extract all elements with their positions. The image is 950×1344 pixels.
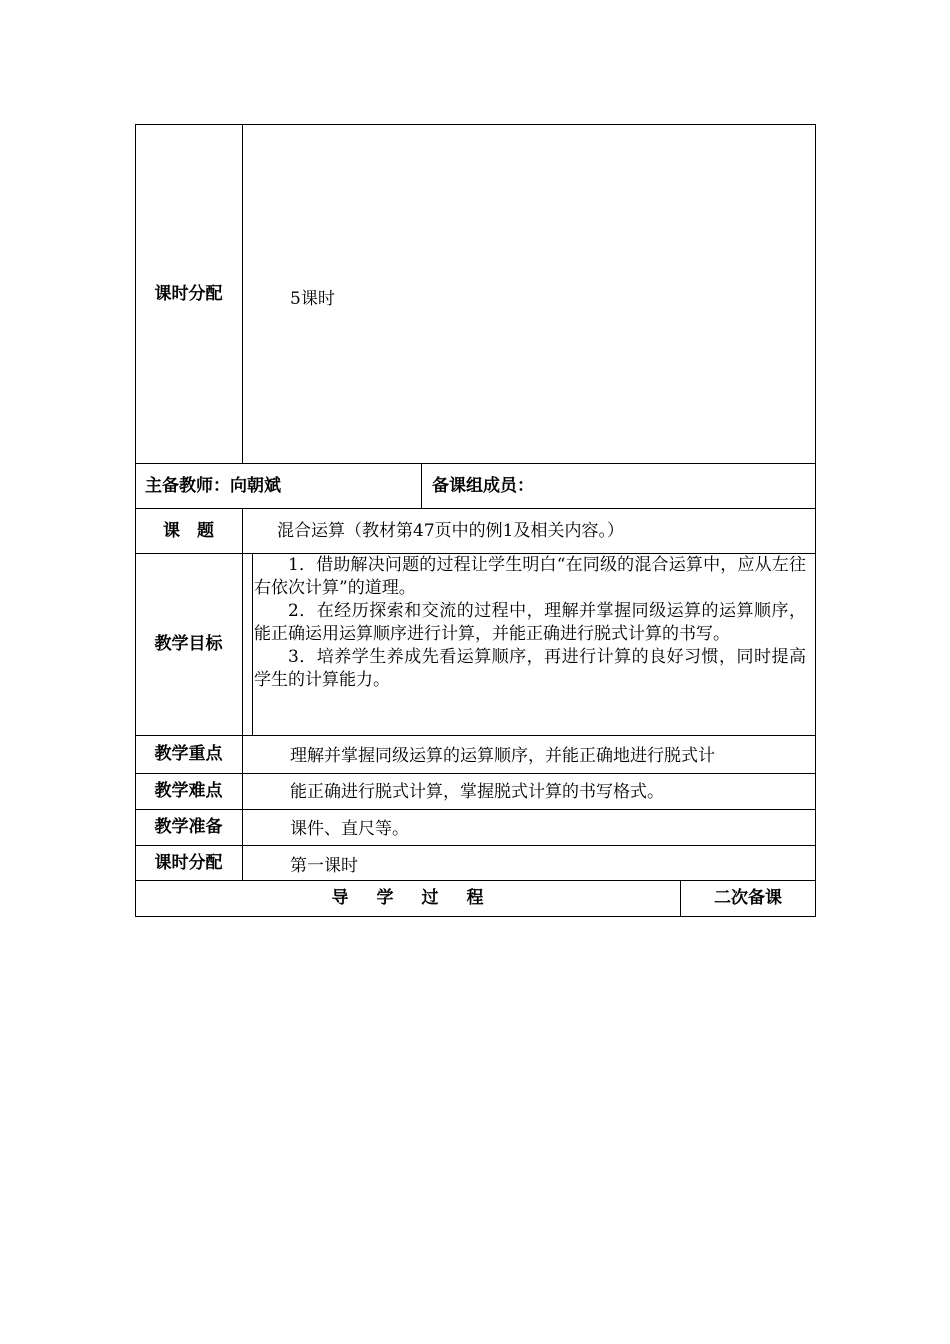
lead-teacher: 主备教师：向朝斌 (145, 475, 281, 496)
second-preparation-heading: 二次备课 (714, 888, 782, 908)
table-border-bottom (135, 916, 816, 917)
teaching-goals-label: 教学目标 (154, 634, 223, 654)
goal-item: 2．在经历探索和交流的过程中，理解并掌握同级运算的运算顺序，能正确运用运算顺序进行计算，并能正确进行脱式计算的书写。 (254, 601, 806, 644)
difficulties-label: 教学难点 (154, 781, 223, 801)
group-members: 备课组成员： (432, 475, 534, 496)
topic-label: 课 题 (163, 520, 214, 541)
goal-item: 3．培养学生养成先看运算顺序，再进行计算的良好习惯，同时提高学生的计算能力。 (254, 647, 806, 690)
column-divider (242, 508, 243, 880)
preparation-label: 教学准备 (154, 817, 223, 837)
teaching-goals (254, 554, 806, 692)
period-allocation-value: 5课时 (290, 288, 335, 309)
column-divider (252, 553, 253, 735)
difficulties-value: 能正确进行脱式计算，掌握脱式计算的书写格式。 (290, 782, 664, 802)
lesson-plan-table (135, 124, 816, 917)
preparation-value: 课件、直尺等。 (290, 819, 409, 839)
topic-value: 混合运算（教材第47页中的例1及相关内容。） (277, 520, 624, 541)
goal-item: 1．借助解决问题的过程让学生明白“在同级的混合运算中，应从左往右依次计算”的道理。 (254, 555, 806, 598)
guided-process-heading: 导学过程 (331, 888, 512, 908)
key-points-value: 理解并掌握同级运算的运算顺序，并能正确地进行脱式计 (290, 746, 715, 766)
column-divider (242, 124, 243, 463)
period-value: 第一课时 (290, 855, 358, 876)
table-border-right (815, 124, 816, 917)
period-allocation-label: 课时分配 (154, 283, 223, 304)
key-points-label: 教学重点 (154, 744, 223, 764)
period-label: 课时分配 (154, 852, 223, 873)
